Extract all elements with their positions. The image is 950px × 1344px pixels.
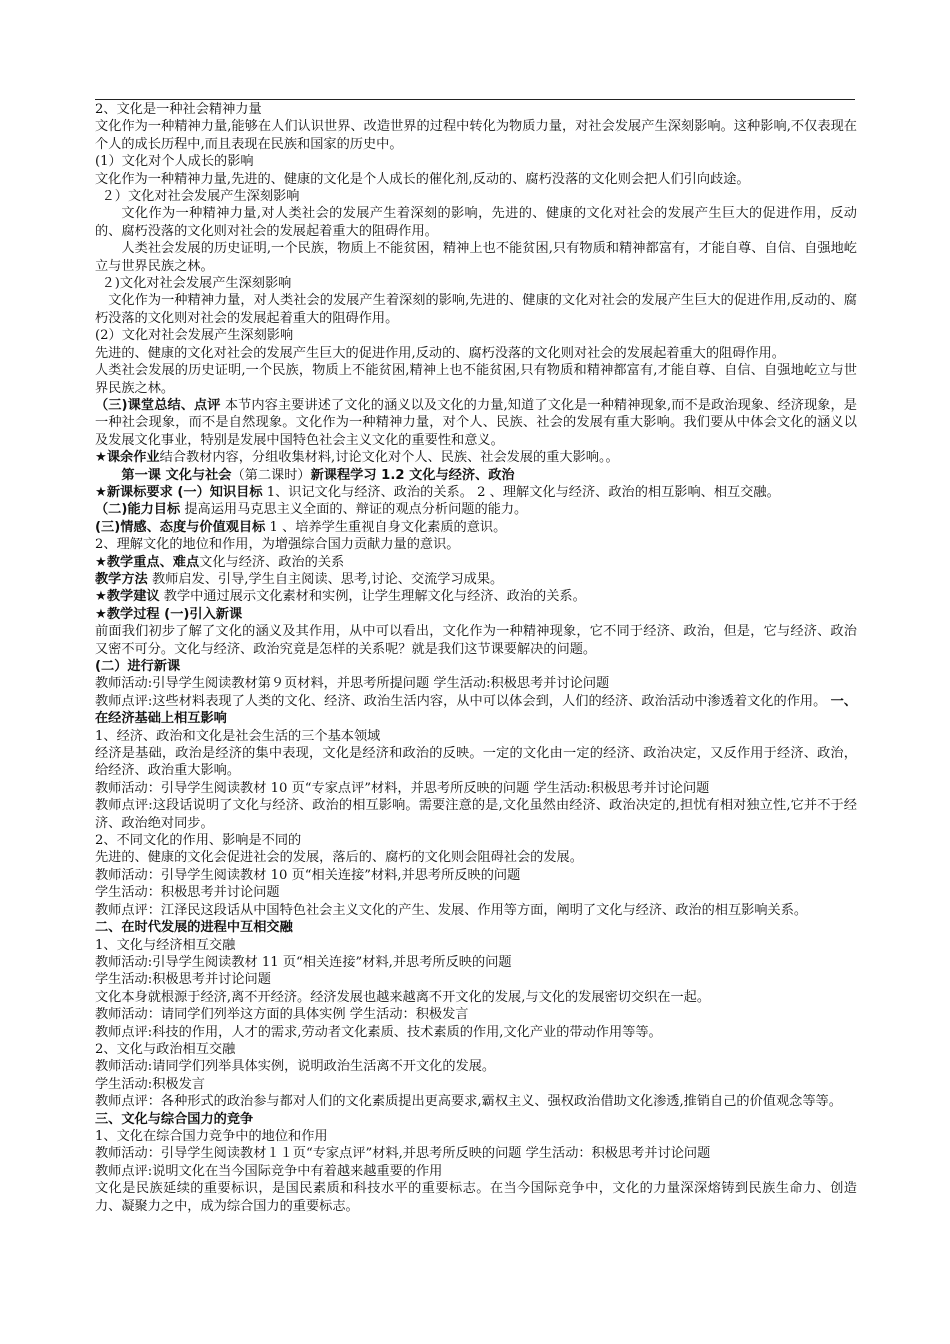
paragraph	[95, 171, 857, 188]
paragraph	[95, 1128, 857, 1145]
paragraph	[95, 1076, 857, 1093]
bold-heading: 教学方法	[95, 571, 148, 587]
paragraph	[95, 118, 857, 153]
bold-heading: （二)能力目标	[95, 502, 181, 518]
bold-heading: 新课程学习 1.2 文化与经济、政治	[310, 467, 515, 483]
paragraph-text: 教学中通过展示文化素材和实例，让学生理解文化与经济、政治的关系。	[159, 589, 586, 605]
paragraph-text: 1、经济、政治和文化是社会生活的三个基本领域	[95, 728, 381, 744]
paragraph	[95, 867, 857, 884]
paragraph	[95, 989, 857, 1006]
bold-heading: (二）进行新课	[95, 659, 181, 674]
paragraph	[95, 884, 857, 901]
paragraph-text: 本节内容主要讲述了文化的涵义以及文化的力量,知道了文化是一种精神现象,而不是政治现象、经济现象，是一种社会现象，而不是自然现象。文化作为一种精神力量，对个人、民族、社会的发展有重大影响。我们要从中体会文化的涵义以及发展文化事业，特别是发展中国特色社会主义文化的重要性和意义。	[95, 397, 857, 448]
header-rule	[95, 99, 855, 100]
paragraph	[95, 101, 857, 118]
paragraph	[95, 832, 857, 849]
paragraph-text: 2、文化是一种社会精神力量	[95, 102, 262, 117]
paragraph-text: 教师活动：引导学生阅读教材 10 页“相关连接”材料,并思考所反映的问题	[95, 867, 521, 883]
paragraph	[95, 345, 857, 362]
paragraph	[95, 797, 857, 832]
paragraph	[95, 397, 857, 449]
paragraph-text: 2、理解文化的地位和作用，为增强综合国力贡献力量的意识。	[95, 537, 460, 553]
paragraph	[95, 188, 857, 205]
paragraph-text: 文化作为一种精神力量,对人类社会的发展产生着深刻的影响，先进的、健康的文化对社会的发展产生巨大的促进作用，反动的、腐朽没落的文化则对社会的发展起着重大的阻碍作用。	[95, 206, 857, 239]
paragraph	[95, 571, 857, 588]
paragraph	[95, 658, 857, 675]
paragraph-text: ２)文化对社会发展产生深刻影响	[101, 276, 292, 292]
paragraph-text: 1、文化在综合国力竞争中的地位和作用	[95, 1128, 328, 1144]
paragraph	[95, 849, 857, 866]
paragraph-text: 教师点评:科技的作用，人才的需求,劳动者文化素质、技术素质的作用,文化产业的带动作用等等。	[95, 1024, 662, 1040]
paragraph-text: 教师点评:这些材料表现了人类的文化、经济、政治生活内容，从中可以体会到，人们的经济、政治活动中渗透着文化的作用。	[95, 693, 831, 709]
paragraph-text: 教师点评:这段话说明了文化与经济、政治的相互影响。需要注意的是,文化虽然由经济、政治决定的,担忧有相对独立性,它并不于经济、政治绝对同步。	[95, 798, 857, 831]
paragraph	[95, 275, 857, 292]
paragraph-text: （第二课时）	[231, 467, 311, 483]
paragraph-text: 人类社会发展的历史证明,一个民族，物质上不能贫困,精神上也不能贫困,只有物质和精神都富有,才能自尊、自信、自强地屹立与世界民族之林。	[95, 363, 857, 396]
paragraph-text: 1 、培养学生重视自身文化素质的意识。	[265, 519, 507, 535]
paragraph-text: 提高运用马克思主义全面的、辩证的观点分析问题的能力。	[180, 502, 528, 518]
bold-heading: 第一课 文化与社会	[121, 467, 232, 483]
paragraph-text: 教师点评:说明文化在当今国际竞争中有着越来越重要的作用	[95, 1163, 443, 1179]
paragraph	[95, 1111, 857, 1128]
paragraph-text: 经济是基础，政治是经济的集中表现，文化是经济和政治的反映。一定的文化由一定的经济、政治决定，又反作用于经济、政治，给经济、政治重大影响。	[95, 746, 857, 779]
paragraph	[95, 971, 857, 988]
paragraph	[95, 780, 857, 797]
paragraph	[95, 205, 857, 240]
paragraph	[95, 1163, 857, 1180]
bold-heading: 二、在时代发展的进程中互相交融	[95, 920, 293, 936]
bold-heading: （三)课堂总结、点评	[95, 397, 221, 413]
paragraph-text: 结合教材内容，分组收集材料,讨论文化对个人、民族、社会发展的重大影响。。	[159, 450, 619, 466]
paragraph-text: 先进的、健康的文化对社会的发展产生巨大的促进作用,反动的、腐朽没落的文化则对社会的发展起着重大的阻碍作用。	[95, 345, 785, 361]
paragraph	[95, 327, 857, 344]
paragraph-text: (1）文化对个人成长的影响	[95, 154, 254, 170]
paragraph	[95, 954, 857, 971]
paragraph	[95, 745, 857, 780]
paragraph-text: 2、不同文化的作用、影响是不同的	[95, 833, 302, 849]
paragraph	[95, 292, 857, 327]
paragraph-text: 文化作为一种精神力量，对人类社会的发展产生着深刻的影响,先进的、健康的文化对社会的发展产生巨大的促进作用,反动的、腐朽没落的文化则对社会的发展起着重大的阻碍作用。	[95, 293, 857, 326]
paragraph	[95, 484, 857, 501]
paragraph	[95, 467, 857, 484]
paragraph-text: 文化作为一种精神力量,先进的、健康的文化是个人成长的催化剂,反动的、腐朽没落的文化则会把人们引向歧途。	[95, 171, 750, 187]
bold-heading: (三)情感、态度与价值观目标	[95, 519, 266, 535]
bold-heading: 三、文化与综合国力的竞争	[95, 1111, 254, 1127]
paragraph	[95, 449, 857, 466]
paragraph	[95, 1006, 857, 1023]
paragraph	[95, 1180, 857, 1215]
paragraph-text: 文化是民族延续的重要标识，是国民素质和科技水平的重要标志。在当今国际竞争中，文化的力量深深熔铸到民族生命力、创造力、凝聚力之中，成为综合国力的重要标志。	[95, 1181, 857, 1214]
paragraph-text: 教师活动:请同学们列举具体实例，说明政治生活离不开文化的发展。	[95, 1059, 496, 1075]
bold-heading: ★新课标要求 (一）知识目标	[95, 484, 263, 500]
paragraph-text: 学生活动:积极发言	[95, 1076, 205, 1092]
paragraph-text: ２）文化对社会发展产生深刻影响	[101, 189, 300, 205]
paragraph-text: 教师活动:引导学生阅读教材 11 页“相关连接”材料,并思考所反映的问题	[95, 954, 512, 970]
paragraph	[95, 153, 857, 170]
paragraph	[95, 728, 857, 745]
paragraph-text: 1、文化与经济相互交融	[95, 937, 236, 953]
bold-heading: ★教学过程 (一)引入新课	[95, 606, 243, 622]
paragraph-text: 文化作为一种精神力量,能够在人们认识世界、改造世界的过程中转化为物质力量，对社会发展产生深刻影响。这种影响,不仅表现在个人的成长历程中,而且表现在民族和国家的历史中。	[95, 119, 857, 152]
paragraph	[95, 675, 857, 692]
bold-heading: ★教学建议	[95, 589, 160, 605]
paragraph	[95, 501, 857, 518]
paragraph-text: 先进的、健康的文化会促进社会的发展，落后的、腐朽的文化则会阻碍社会的发展。	[95, 850, 583, 866]
document-body	[95, 101, 857, 1215]
paragraph-text: 教师点评：江泽民这段话从中国特色社会主义文化的产生、发展、作用等方面，阐明了文化与经济、政治的相互影响关系。	[95, 902, 808, 918]
paragraph	[95, 588, 857, 605]
paragraph	[95, 1041, 857, 1058]
bold-heading: 一、在经济基础上相互影响	[95, 693, 857, 727]
paragraph	[95, 919, 857, 936]
paragraph-text: 教师活动：引导学生阅读教材１１页“专家点评”材料,并思考所反映的问题 学生活动：积极思考并讨论问题	[95, 1146, 711, 1162]
paragraph-text: 学生活动:积极思考并讨论问题	[95, 972, 271, 988]
paragraph	[95, 240, 857, 275]
bold-heading: ★教学重点、难点	[95, 554, 200, 570]
paragraph-text: 教师活动：引导学生阅读教材 10 页“专家点评”材料，并思考所反映的问题 学生活动:积极思考并讨论问题	[95, 780, 710, 796]
paragraph	[95, 623, 857, 658]
paragraph-text: 教师点评：各种形式的政治参与都对人们的文化素质提出更高要求,霸权主义、强权政治借助文化渗透,推销自己的价值观念等等。	[95, 1094, 842, 1110]
paragraph-text: 教师活动:引导学生阅读教材第９页材料，并思考所提问题 学生活动:积极思考并讨论问题	[95, 676, 610, 692]
paragraph	[95, 362, 857, 397]
paragraph	[95, 1145, 857, 1162]
paragraph-text: 教师启发、引导,学生自主阅读、思考,讨论、交流学习成果。	[147, 571, 504, 587]
paragraph	[95, 937, 857, 954]
paragraph-text: 教师活动：请同学们列举这方面的具体实例 学生活动：积极发言	[95, 1007, 469, 1023]
paragraph-text: 文化与经济、政治的关系	[199, 554, 345, 570]
paragraph-text: 文化本身就根源于经济,离不开经济。经济发展也越来越离不开文化的发展,与文化的发展密切交织在一起。	[95, 989, 711, 1005]
paragraph-text: 1、识记文化与经济、政治的关系。 2 、理解文化与经济、政治的相互影响、相互交融。	[262, 484, 780, 500]
paragraph-text: 2、文化与政治相互交融	[95, 1041, 236, 1057]
paragraph	[95, 693, 857, 728]
paragraph-text: 学生活动：积极思考并讨论问题	[95, 885, 280, 901]
paragraph	[95, 1024, 857, 1041]
bold-heading: ★课余作业	[95, 450, 160, 466]
paragraph	[95, 554, 857, 571]
paragraph	[95, 1058, 857, 1075]
paragraph	[95, 536, 857, 553]
paragraph-text: (2）文化对社会发展产生深刻影响	[95, 328, 294, 344]
paragraph	[95, 519, 857, 536]
paragraph	[95, 606, 857, 623]
paragraph	[95, 902, 857, 919]
paragraph-text: 人类社会发展的历史证明,一个民族，物质上不能贫困，精神上也不能贫困,只有物质和精神都富有，才能自尊、自信、自强地屹立与世界民族之林。	[95, 241, 857, 274]
paragraph	[95, 1093, 857, 1110]
paragraph-text: 前面我们初步了解了文化的涵义及其作用，从中可以看出，文化作为一种精神现象，它不同于经济、政治，但是，它与经济、政治又密不可分。文化与经济、政治究竟是怎样的关系呢？就是我们这节课要解决的问题。	[95, 624, 857, 657]
